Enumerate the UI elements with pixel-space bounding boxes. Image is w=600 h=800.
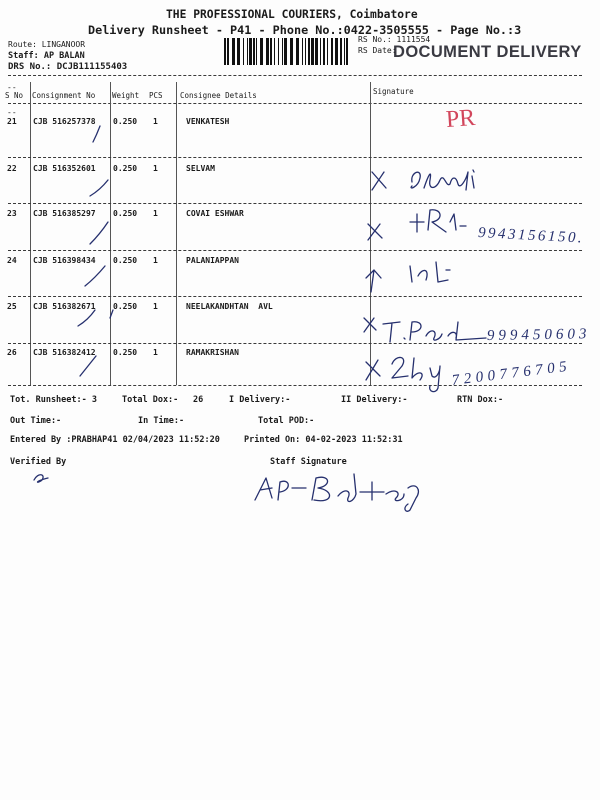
- row-consignment-no: CJB 516382671: [33, 302, 96, 311]
- row-weight: 0.250: [113, 348, 138, 357]
- row-consignment-no: CJB 516385297: [33, 209, 96, 218]
- total-dox-label: Total Dox:-: [122, 395, 179, 405]
- row-weight: 0.250: [113, 302, 138, 311]
- row-sno: 26: [7, 348, 17, 357]
- total-runsheet: Tot. Runsheet:- 3: [10, 395, 97, 405]
- tick-mark: [78, 310, 113, 326]
- dash-marker: --: [7, 83, 17, 92]
- row-consignee: VENKATESH: [186, 117, 230, 126]
- total-dox-value: 26: [193, 395, 204, 405]
- recipient-signature: [392, 357, 440, 391]
- row-sno: 23: [7, 209, 17, 218]
- tick-mark: [90, 180, 108, 196]
- arrow-mark: [366, 270, 381, 292]
- row-weight: 0.250: [113, 209, 138, 218]
- column-header-weight: Weight: [112, 91, 140, 100]
- out-time-label: Out Time:-: [10, 416, 62, 426]
- tick-mark: [80, 356, 96, 376]
- recipient-signature: [410, 262, 450, 282]
- row-pcs: 1: [153, 256, 158, 265]
- staff-label: Staff: AP BALAN: [8, 51, 85, 61]
- cross-mark: [372, 172, 386, 190]
- ii-delivery-label: II Delivery:-: [341, 395, 408, 405]
- total-pod-label: Total POD:-: [258, 416, 315, 426]
- row-consignee: COVAI ESHWAR: [186, 209, 244, 218]
- column-header-signature: Signature: [373, 87, 414, 96]
- row-consignee: NEELAKANDHTAN AVL: [186, 302, 273, 311]
- recipient-signature: [410, 210, 466, 232]
- tick-mark: [90, 222, 108, 244]
- row-consignee: SELVAM: [186, 164, 215, 173]
- tick-mark: [85, 266, 105, 286]
- dash-marker: --: [7, 108, 17, 117]
- row-pcs: 1: [153, 209, 158, 218]
- handwritten-phone: 7200776705: [450, 358, 573, 389]
- rs-date-label: RS Date:: [358, 46, 397, 55]
- handwritten-initials: PR: [445, 104, 477, 133]
- row-sno: 22: [7, 164, 17, 173]
- row-consignment-no: CJB 516382412: [33, 348, 96, 357]
- rs-number: RS No.: 1111554: [358, 35, 431, 44]
- row-weight: 0.250: [113, 256, 138, 265]
- row-sno: 25: [7, 302, 17, 311]
- row-consignee: RAMAKRISHAN: [186, 348, 239, 357]
- in-time-label: In Time:-: [138, 416, 185, 426]
- cross-mark: [368, 224, 382, 240]
- row-consignment-no: CJB 516352601: [33, 164, 96, 173]
- row-consignee: PALANIAPPAN: [186, 256, 239, 265]
- row-pcs: 1: [153, 117, 158, 126]
- handwritten-phone: 9943156150.: [477, 225, 585, 247]
- row-sno: 21: [7, 117, 17, 126]
- column-header-sno: S No: [5, 91, 24, 100]
- row-sno: 24: [7, 256, 17, 265]
- rtn-dox-label: RTN Dox:-: [457, 395, 504, 405]
- runsheet-title: Delivery Runsheet - P41 - Phone No.:0422-3505555 - Page No.:3: [88, 23, 522, 37]
- recipient-signature: [411, 170, 474, 190]
- row-pcs: 1: [153, 302, 158, 311]
- recipient-signature: [383, 322, 486, 342]
- column-header-pcs: PCS: [149, 91, 163, 100]
- company-title: THE PROFESSIONAL COURIERS, Coimbatore: [166, 8, 418, 21]
- row-consignment-no: CJB 516257378: [33, 117, 96, 126]
- row-pcs: 1: [153, 164, 158, 173]
- document-delivery-stamp: DOCUMENT DELIVERY: [393, 43, 582, 61]
- staff-signature-label: Staff Signature: [270, 457, 347, 467]
- drs-number: DRS No.: DCJB111155403: [8, 62, 128, 72]
- row-weight: 0.250: [113, 164, 138, 173]
- verifier-mark: [34, 475, 48, 482]
- cross-mark: [364, 318, 376, 332]
- handwritten-phone: 999450603: [486, 326, 591, 344]
- tick-mark: [93, 126, 100, 142]
- entered-by: Entered By :PRABHAP41 02/04/2023 11:52:20: [10, 435, 220, 445]
- route-label: Route: LINGANOOR: [8, 40, 86, 49]
- row-consignment-no: CJB 516398434: [33, 256, 96, 265]
- i-delivery-label: I Delivery:-: [229, 395, 291, 405]
- cross-mark: [366, 360, 380, 380]
- verified-by-label: Verified By: [10, 457, 67, 467]
- row-weight: 0.250: [113, 117, 138, 126]
- row-pcs: 1: [153, 348, 158, 357]
- column-header-consignment: Consignment No: [32, 91, 96, 100]
- staff-signature-scribble: [255, 474, 418, 511]
- printed-on: Printed On: 04-02-2023 11:52:31: [244, 435, 403, 445]
- column-header-consignee: Consignee Details: [180, 91, 257, 100]
